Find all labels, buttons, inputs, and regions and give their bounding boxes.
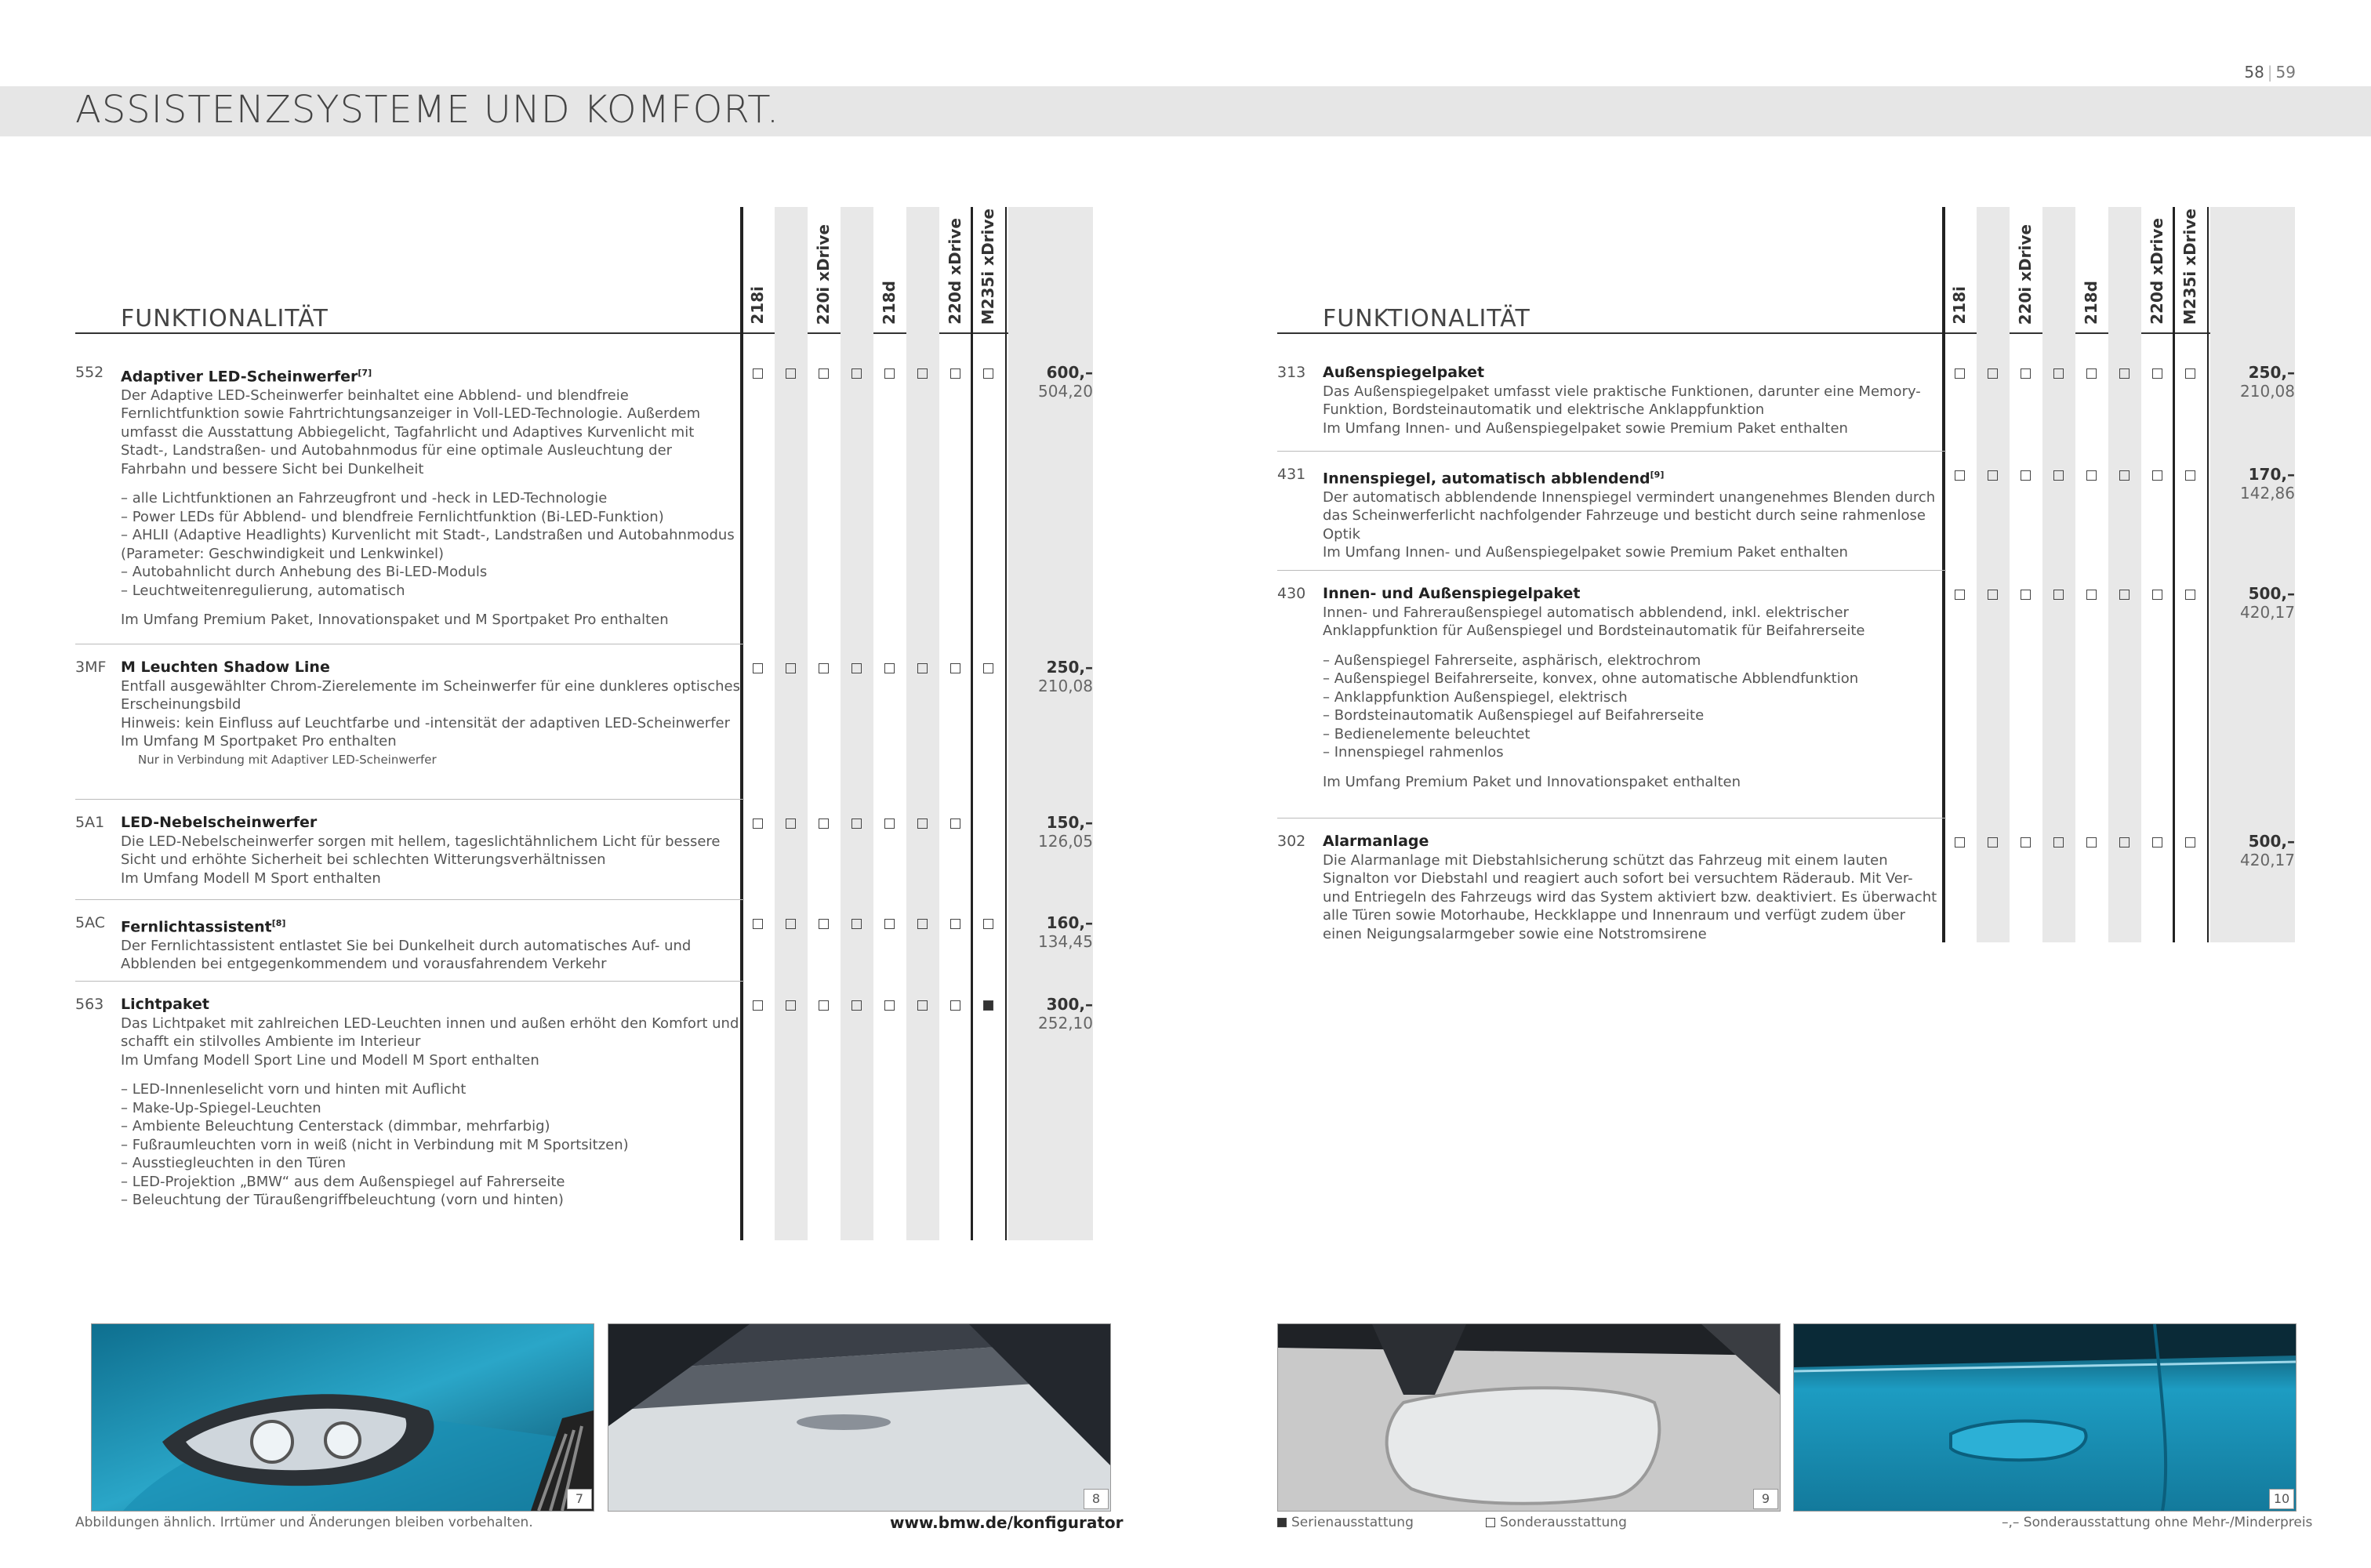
option-paragraph: Hinweis: kein Einfluss auf Leuchtfarbe und -intensität der adaptiven LED-Scheinwerfer [121,714,731,731]
optional-equipment-icon [917,818,928,829]
price-net: 210,08 [1038,676,1093,695]
optional-equipment-icon [2053,837,2064,848]
filled-square-icon [1277,1518,1287,1527]
option-code: 5AC [75,914,106,931]
option-price [2210,833,2295,869]
optional-equipment-icon [1988,837,1998,848]
footnote-ref: [7] [358,368,372,378]
option-paragraph: Im Umfang Modell Sport Line und Modell M Sport enthalten [121,1051,539,1069]
optional-equipment-icon [819,818,829,829]
option-bullet: – Bedienelemente beleuchtet [1323,725,1530,742]
optional-equipment-icon [2086,590,2097,600]
model-column-header [2010,207,2042,332]
option-description [1323,466,1942,562]
option-price [2210,585,2295,622]
optional-equipment-icon [950,1000,960,1011]
model-column-header [873,207,906,332]
footnote-ref: [8] [271,918,286,928]
option-name [121,996,740,1014]
table-row [1277,818,2295,942]
optional-equipment-icon [950,663,960,673]
optional-equipment-icon [819,663,829,673]
optional-equipment-icon [2119,470,2130,481]
optional-equipment-icon [884,368,895,379]
option-price [2210,364,2295,401]
optional-equipment-icon [2119,368,2130,379]
optional-equipment-icon [786,663,796,673]
optional-equipment-icon [2053,470,2064,481]
option-bullet: – alle Lichtfunktionen an Fahrzeugfront und -heck in LED-Technologie [121,490,608,507]
optional-equipment-icon [1988,470,1998,481]
table-row [75,800,1093,900]
option-code: 5A1 [75,814,105,831]
optional-equipment-icon [983,663,993,673]
option-bullet: – LED-Innenleselicht vorn und hinten mit Auflicht [121,1081,467,1098]
optional-equipment-icon [819,1000,829,1011]
option-name [1323,364,1942,383]
optional-equipment-icon [950,368,960,379]
option-code: 552 [75,364,104,381]
optional-equipment-icon [917,919,928,929]
price-net: 142,86 [2240,483,2295,503]
price-net: 504,20 [1038,381,1093,401]
option-paragraph: Im Umfang Innen- und Außenspiegelpaket sowie Premium Paket enthalten [1323,544,1848,561]
model-column-header [2075,207,2108,332]
option-price [1008,364,1093,401]
optional-equipment-icon [753,368,763,379]
left-table [75,207,1093,1208]
page-title: ASSISTENZSYSTEME UND KOMFORT. [75,88,780,132]
option-code: 302 [1277,833,1306,850]
optional-equipment-icon [2086,368,2097,379]
option-paragraph: Das Außenspiegelpaket umfasst viele praktische Funktionen, darunter eine Memory-Funktion, Bordsteinautomatik und elektrische Anklappfunktion [1323,383,1921,418]
option-price [1008,814,1093,851]
page-numbers [2244,63,2296,82]
option-bullet: – Innenspiegel rahmenlos [1323,744,1504,760]
optional-equipment-icon [884,818,895,829]
optional-equipment-icon [950,919,960,929]
option-name [1323,585,1942,604]
option-code: 431 [1277,466,1306,483]
option-description [121,914,740,974]
option-paragraph: Entfall ausgewählter Chrom-Zierelemente im Scheinwerfer für eine dunkleres optisches Erscheinungsbild [121,677,741,713]
price-net: 134,45 [1038,931,1093,951]
optional-equipment-icon [753,919,763,929]
model-column-header [742,207,775,332]
optional-equipment-icon [917,663,928,673]
price-gross: 500,– [2248,584,2295,603]
option-name-text: Innen- und Außenspiegelpaket [1323,585,1581,602]
option-code: 563 [75,996,104,1013]
optional-equipment-icon [851,919,862,929]
option-name [121,914,740,937]
page-number-next: 59 [2275,63,2296,82]
table-header [1277,207,2295,334]
rearview-mirror-image [1278,1324,1780,1511]
optional-equipment-icon [2021,368,2031,379]
price-net: 420,17 [2240,602,2295,622]
legend-standard [1277,1515,1414,1530]
option-paragraph: Im Umfang Innen- und Außenspiegelpaket sowie Premium Paket enthalten [1323,419,1848,437]
model-column-header [2141,207,2174,332]
optional-equipment-icon [1955,590,1965,600]
optional-equipment-icon [983,368,993,379]
model-name: M235i xDrive [979,208,997,325]
model-name: 218i [748,286,767,325]
option-bullet: – Ausstiegleuchten in den Türen [121,1155,346,1171]
photo-rearview-mirror [1277,1323,1781,1512]
optional-equipment-icon [851,818,862,829]
option-bullet: – Ambiente Beleuchtung Centerstack (dimmbar, mehrfarbig) [121,1118,550,1134]
model-column-header [2174,207,2207,332]
model-name: 220i xDrive [814,223,833,325]
option-paragraph: Innen- und Fahreraußenspiegel automatisch abblendend, inkl. elektrischer Anklappfunktion für Außenspiegel und Bordsteinautomatik für Beifahrerseite [1323,604,1865,639]
option-price [1008,996,1093,1033]
photo-door-handle [1793,1323,2297,1512]
optional-equipment-icon [1988,590,1998,600]
optional-equipment-icon [983,919,993,929]
optional-equipment-icon [753,1000,763,1011]
optional-equipment-icon [851,368,862,379]
price-gross: 250,– [2248,363,2295,382]
price-net: 420,17 [2240,850,2295,869]
optional-equipment-icon [2152,368,2162,379]
table-header [75,207,1093,334]
photo-headlight [91,1323,594,1512]
door-handle-image [1794,1324,2296,1511]
optional-equipment-icon [2185,368,2195,379]
optional-equipment-icon [917,368,928,379]
optional-equipment-icon [2021,470,2031,481]
option-description [121,364,740,630]
option-price [1008,914,1093,951]
price-gross: 600,– [1046,363,1093,382]
option-name-text: Lichtpaket [121,996,210,1013]
interior-light-image [608,1324,1110,1511]
option-bullet: – Anklappfunktion Außenspiegel, elektrisch [1323,688,1628,706]
model-column-header [972,207,1005,332]
functionality-label: FUNKTIONALITÄT [121,305,329,332]
option-name [1323,833,1942,851]
optional-equipment-icon [851,1000,862,1011]
option-paragraph: Der Adaptive LED-Scheinwerfer beinhaltet eine Abblend- und blendfreie Fernlichtfunktion sowie Fahrtrichtungsanzeiger in Voll-LED-Technologie. Außerdem umfasst die Ausstattung Abbiegelicht, Tagfahrlicht und Adaptives Kurvenlicht mit Stadt-, Landstraßen- und Autobahnmodus für eine optimale Ausleuchtung der Fahrbahn und bessere Sicht bei Dunkelheit [121,387,701,477]
price-gross: 500,– [2248,832,2295,851]
option-paragraph: Der Fernlichtassistent entlastet Sie bei Dunkelheit durch automatisches Auf- und Abblenden bei entgegenkommendem und vorausfahrendem Verkehr [121,937,692,973]
price-gross: 250,– [1046,658,1093,677]
photo-interior-light [608,1323,1111,1512]
headlight-image [92,1324,594,1511]
optional-equipment-icon [753,818,763,829]
option-bullet: – Fußraumleuchten vorn in weiß (nicht in Verbindung mit M Sportsitzen) [121,1136,629,1153]
photo-number: 8 [1084,1489,1109,1509]
option-code: 313 [1277,364,1306,381]
model-name: M235i xDrive [2180,208,2199,325]
option-name-text: Adaptiver LED-Scheinwerfer [121,368,358,386]
option-name-text: Fernlichtassistent [121,918,272,936]
legend-no-price: –,– Sonderausstattung ohne Mehr-/Minderpreis [2002,1515,2313,1530]
optional-equipment-icon [2053,368,2064,379]
optional-equipment-icon [950,818,960,829]
optional-equipment-icon [851,663,862,673]
configurator-link[interactable]: www.bmw.de/konfigurator [890,1513,1124,1532]
optional-equipment-icon [819,368,829,379]
optional-equipment-icon [2086,470,2097,481]
option-bullet: – Make-Up-Spiegel-Leuchten [121,1099,321,1116]
option-bullet: – LED-Projektion „BMW“ aus dem Außenspiegel auf Fahrerseite [121,1173,565,1190]
optional-equipment-icon [884,919,895,929]
right-table [1277,207,2295,942]
price-gross: 170,– [2248,465,2295,484]
option-bullet: – Beleuchtung der Türaußengriffbeleuchtung (vorn und hinten) [121,1192,564,1208]
optional-equipment-icon [2185,837,2195,848]
option-package-note: Im Umfang Premium Paket, Innovationspaket und M Sportpaket Pro enthalten [121,612,669,629]
optional-equipment-icon [786,919,796,929]
footnote-ref: [9] [1650,470,1665,480]
price-gross: 160,– [1046,913,1093,932]
model-name: 218d [2082,280,2100,325]
optional-equipment-icon [884,663,895,673]
price-net: 210,08 [2240,381,2295,401]
legend-optional-label: Sonderausstattung [1500,1515,1627,1530]
option-bullet: – Außenspiegel Fahrerseite, asphärisch, elektrochrom [1323,652,1701,669]
option-paragraph: Der automatisch abblendende Innenspiegel vermindert unangenehmes Blenden durch das Scheinwerferlicht nachfolgender Fahrzeuge und besticht durch seine rahmenlose Optik [1323,488,1936,543]
photo-number: 7 [567,1489,592,1509]
option-bullet: – Leuchtweitenregulierung, automatisch [121,582,405,599]
optional-equipment-icon [1988,368,1998,379]
option-description [1323,364,1942,437]
optional-equipment-icon [2185,590,2195,600]
option-price [1008,659,1093,695]
optional-equipment-icon [917,1000,928,1011]
option-paragraph: Im Umfang Modell M Sport enthalten [121,869,381,887]
option-name-text: Innenspiegel, automatisch abblendend [1323,470,1650,488]
model-name: 218d [880,280,899,325]
page-number-separator: | [2267,63,2273,82]
option-paragraph: Im Umfang M Sportpaket Pro enthalten [121,733,397,750]
optional-equipment-icon [2086,837,2097,848]
table-row [1277,571,2295,818]
price-net: 126,05 [1038,831,1093,851]
model-name: 220d xDrive [946,218,964,325]
model-column-header [1944,207,1977,332]
option-price [2210,466,2295,503]
table-row [1277,452,2295,571]
optional-equipment-icon [2119,837,2130,848]
optional-equipment-icon [786,368,796,379]
legend-standard-label: Serienausstattung [1291,1515,1414,1530]
option-paragraph: Das Lichtpaket mit zahlreichen LED-Leuchten innen und außen erhöht den Komfort und schafft ein stilvolles Ambiente im Interieur [121,1014,739,1050]
option-bullet: – Autobahnlicht durch Anhebung des Bi-LED-Moduls [121,564,488,581]
optional-equipment-icon [2152,590,2162,600]
table-row [75,644,1093,800]
option-description [121,996,740,1210]
legend-optional [1486,1515,1627,1530]
functionality-label: FUNKTIONALITÄT [1323,305,1530,332]
optional-equipment-icon [1955,368,1965,379]
photo-number: 9 [1753,1489,1778,1509]
option-description [121,659,740,769]
option-package-note: Im Umfang Premium Paket und Innovationspaket enthalten [1323,773,1741,790]
price-net: 252,10 [1038,1013,1093,1033]
optional-equipment-icon [884,1000,895,1011]
table-row [75,982,1093,1240]
table-row [75,900,1093,982]
model-name: 220d xDrive [2148,218,2166,325]
optional-equipment-icon [786,1000,796,1011]
disclaimer: Abbildungen ähnlich. Irrtümer und Änderungen bleiben vorbehalten. [75,1515,533,1530]
option-paragraph: Die LED-Nebelscheinwerfer sorgen mit hellem, tageslichtähnlichem Licht für bessere Sicht und erhöhte Sicherheit bei schlechten Witterungsverhältnissen [121,833,721,868]
option-bullet: – AHLII (Adaptive Headlights) Kurvenlicht mit Stadt-, Landstraßen und Autobahnmodus (Parameter: Geschwindigkeit und Lenkwinkel) [121,527,735,562]
option-code: 430 [1277,585,1306,602]
optional-equipment-icon [2021,837,2031,848]
option-name-text: M Leuchten Shadow Line [121,659,330,676]
table-row [1277,350,2295,452]
optional-equipment-icon [1955,837,1965,848]
option-requirement-note: Nur in Verbindung mit Adaptiver LED-Scheinwerfer [138,752,437,767]
model-name: 220i xDrive [2016,223,2035,325]
optional-equipment-icon [786,818,796,829]
optional-equipment-icon [1955,470,1965,481]
option-description [121,814,740,887]
option-name [121,364,740,387]
model-name: 218i [1950,286,1969,325]
price-gross: 150,– [1046,813,1093,832]
option-paragraph: Die Alarmanlage mit Diebstahlsicherung schützt das Fahrzeug mit einem lauten Signalton vor Diebstahl und reagiert auch sofort bei versuchtem Räderaub. Mit Ver- und Entriegeln des Fahrzeugs wird das System aktiviert bzw. deaktiviert. Es überwacht alle Türen sowie Motorhaube, Heckklappe und Innenraum und verfügt zudem über einen Neigungsalarmgeber sowie eine Notstromsirene [1323,851,1937,942]
optional-equipment-icon [753,663,763,673]
model-column-header [808,207,841,332]
option-name [1323,466,1942,488]
empty-square-icon [1486,1518,1495,1527]
option-name [121,814,740,833]
option-description [1323,585,1942,791]
optional-equipment-icon [2185,470,2195,481]
optional-equipment-icon [2152,470,2162,481]
option-name-text: LED-Nebelscheinwerfer [121,814,318,831]
optional-equipment-icon [2053,590,2064,600]
photo-number: 10 [2269,1489,2294,1509]
option-name-text: Alarmanlage [1323,833,1429,850]
optional-equipment-icon [2021,590,2031,600]
standard-equipment-icon [983,1000,993,1011]
page-number-current: 58 [2244,63,2264,82]
option-bullet: – Power LEDs für Abblend- und blendfreie Fernlichtfunktion (Bi-LED-Funktion) [121,508,664,525]
optional-equipment-icon [2119,590,2130,600]
option-description [1323,833,1942,943]
option-code: 3MF [75,659,107,676]
option-bullet: – Außenspiegel Beifahrerseite, konvex, ohne automatische Abblendfunktion [1323,670,1859,687]
option-bullet: – Bordsteinautomatik Außenspiegel auf Beifahrerseite [1323,707,1705,724]
price-gross: 300,– [1046,995,1093,1014]
optional-equipment-icon [2152,837,2162,848]
optional-equipment-icon [819,919,829,929]
model-column-header [939,207,972,332]
table-row [75,350,1093,644]
option-name [121,659,740,677]
option-name-text: Außenspiegelpaket [1323,364,1485,381]
